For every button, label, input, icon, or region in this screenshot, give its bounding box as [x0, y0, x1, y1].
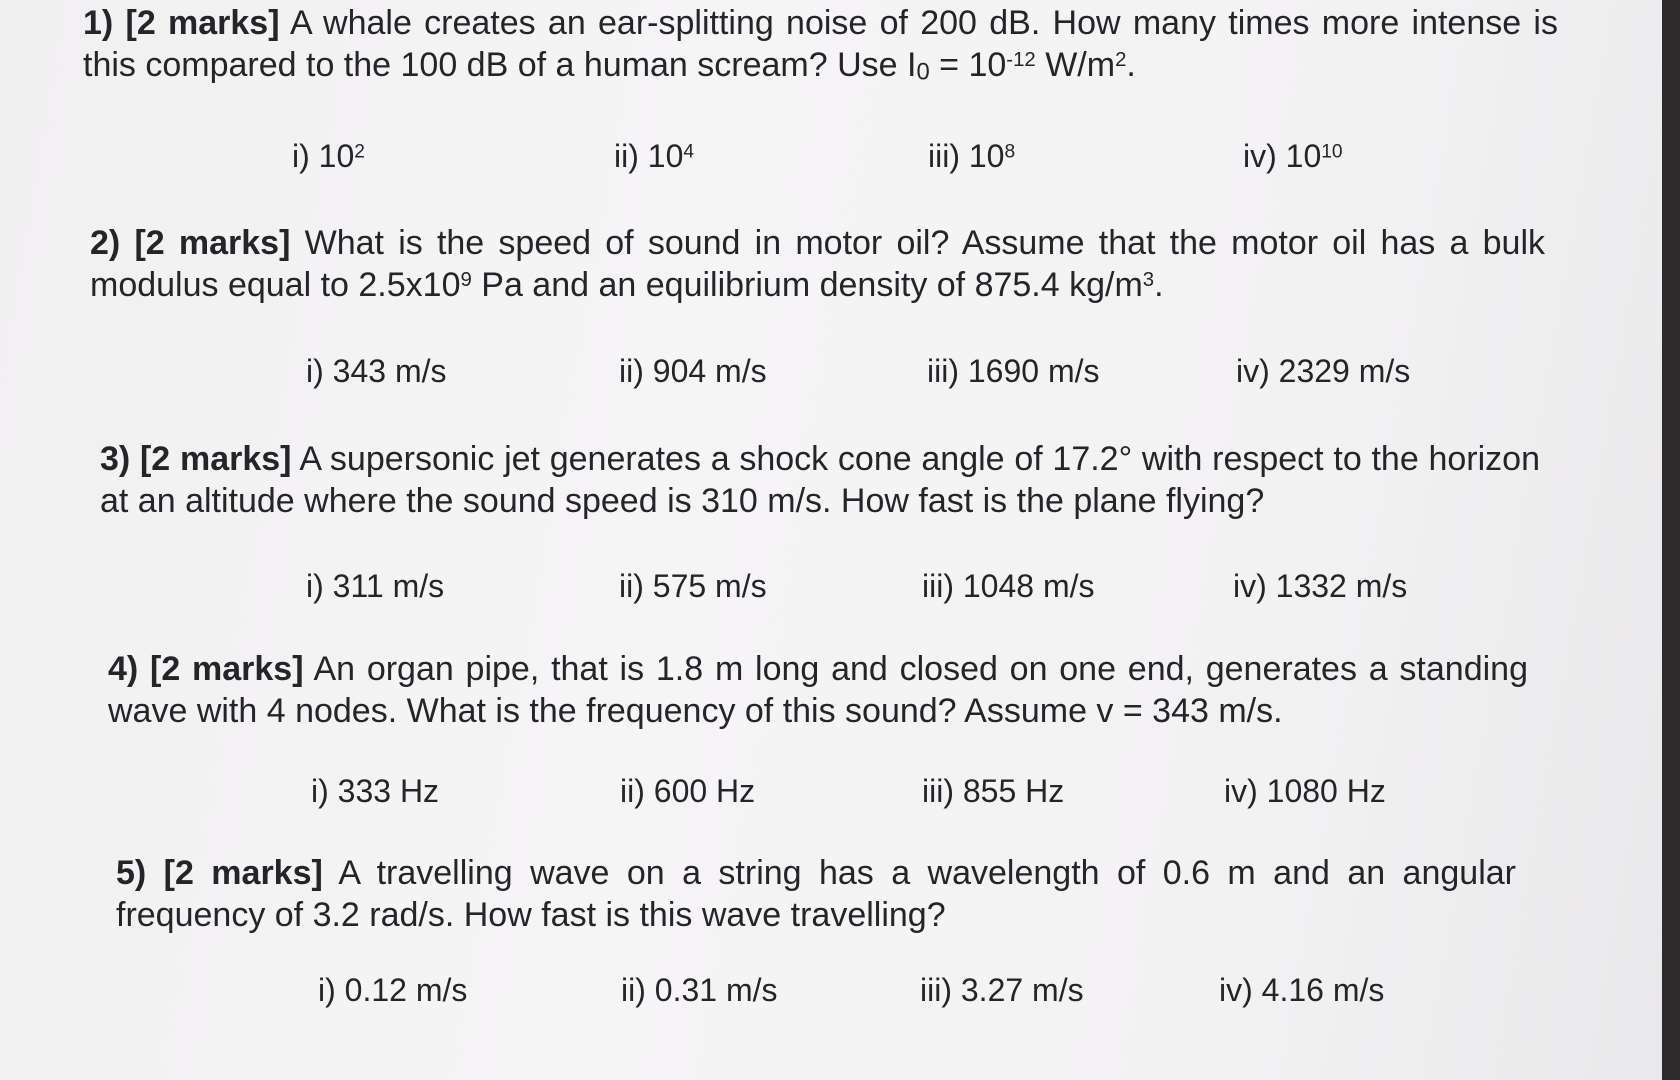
question-number: 3) [100, 440, 131, 478]
option-iv[interactable]: iv) 4.16 m/s [1219, 972, 1385, 1008]
option-i[interactable]: i) 0.12 m/s [318, 972, 468, 1008]
question-marks: [2 marks] [139, 440, 292, 478]
option-iii[interactable]: iii) 3.27 m/s [920, 972, 1084, 1008]
option-i[interactable]: i) 333 Hz [311, 773, 440, 809]
option-ii[interactable]: ii) $10^4$ [614, 138, 695, 174]
question-3-text: 3) [2 marks] A supersonic jet generates a shock cone angle of 17.2° with respect to the horizon at an altitude where the sound speed is 310 m/s. How fast is the plane flying? [100, 440, 1540, 520]
option-iv[interactable]: iv) 1332 m/s [1233, 568, 1408, 604]
option-iii[interactable]: iii) 1690 m/s [927, 353, 1100, 389]
option-iii[interactable]: iii) 1048 m/s [922, 568, 1095, 604]
question-number: 2) [90, 224, 121, 262]
question-marks: [2 marks] [125, 4, 280, 42]
question-marks: [2 marks] [163, 854, 323, 892]
question-number: 5) [116, 854, 147, 892]
option-i[interactable]: i) 343 m/s [306, 353, 447, 389]
option-i[interactable]: i) 311 m/s [306, 568, 445, 604]
option-ii[interactable]: ii) 575 m/s [619, 568, 767, 604]
question-marks: [2 marks] [134, 224, 291, 262]
option-iv[interactable]: iv) 2329 m/s [1236, 353, 1411, 389]
question-2-text: 2) [2 marks] What is the speed of sound in motor oil? Assume that the motor oil has a bulk modulus equal to $2.5x10^9$ Pa and an equilibrium density of 875.4 $kg/m^3$. [90, 224, 1545, 304]
option-iii[interactable]: iii) $10^8$ [928, 138, 1016, 174]
question-marks: [2 marks] [150, 650, 304, 688]
question-number: 1) [83, 4, 114, 42]
option-iv[interactable]: iv) 1080 Hz [1224, 773, 1386, 809]
option-i[interactable]: i) $10^2$ [292, 138, 365, 174]
question-4-text: 4) [2 marks] An organ pipe, that is 1.8 m long and closed on one end, generates a standing wave with 4 nodes. What is the frequency of this sound? Assume v = 343 m/s. [108, 650, 1528, 730]
option-iii[interactable]: iii) 855 Hz [922, 773, 1065, 809]
question-5-text: 5) [2 marks] A travelling wave on a string has a wavelength of 0.6 m and an angular frequency of 3.2 rad/s. How fast is this wave travelling? [116, 854, 1516, 934]
option-ii[interactable]: ii) 904 m/s [619, 353, 767, 389]
question-number: 4) [108, 650, 139, 688]
option-iv[interactable]: iv) $10^{10}$ [1243, 138, 1343, 174]
option-ii[interactable]: ii) 0.31 m/s [621, 972, 778, 1008]
question-1-text: 1) [2 marks] A whale creates an ear-splitting noise of 200 dB. How many times more intense is this compared to the 100 dB of a human scream? Use $I_0 = 10^{-12}$ $W/m^2$. [83, 4, 1558, 86]
option-ii[interactable]: ii) 600 Hz [620, 773, 756, 809]
